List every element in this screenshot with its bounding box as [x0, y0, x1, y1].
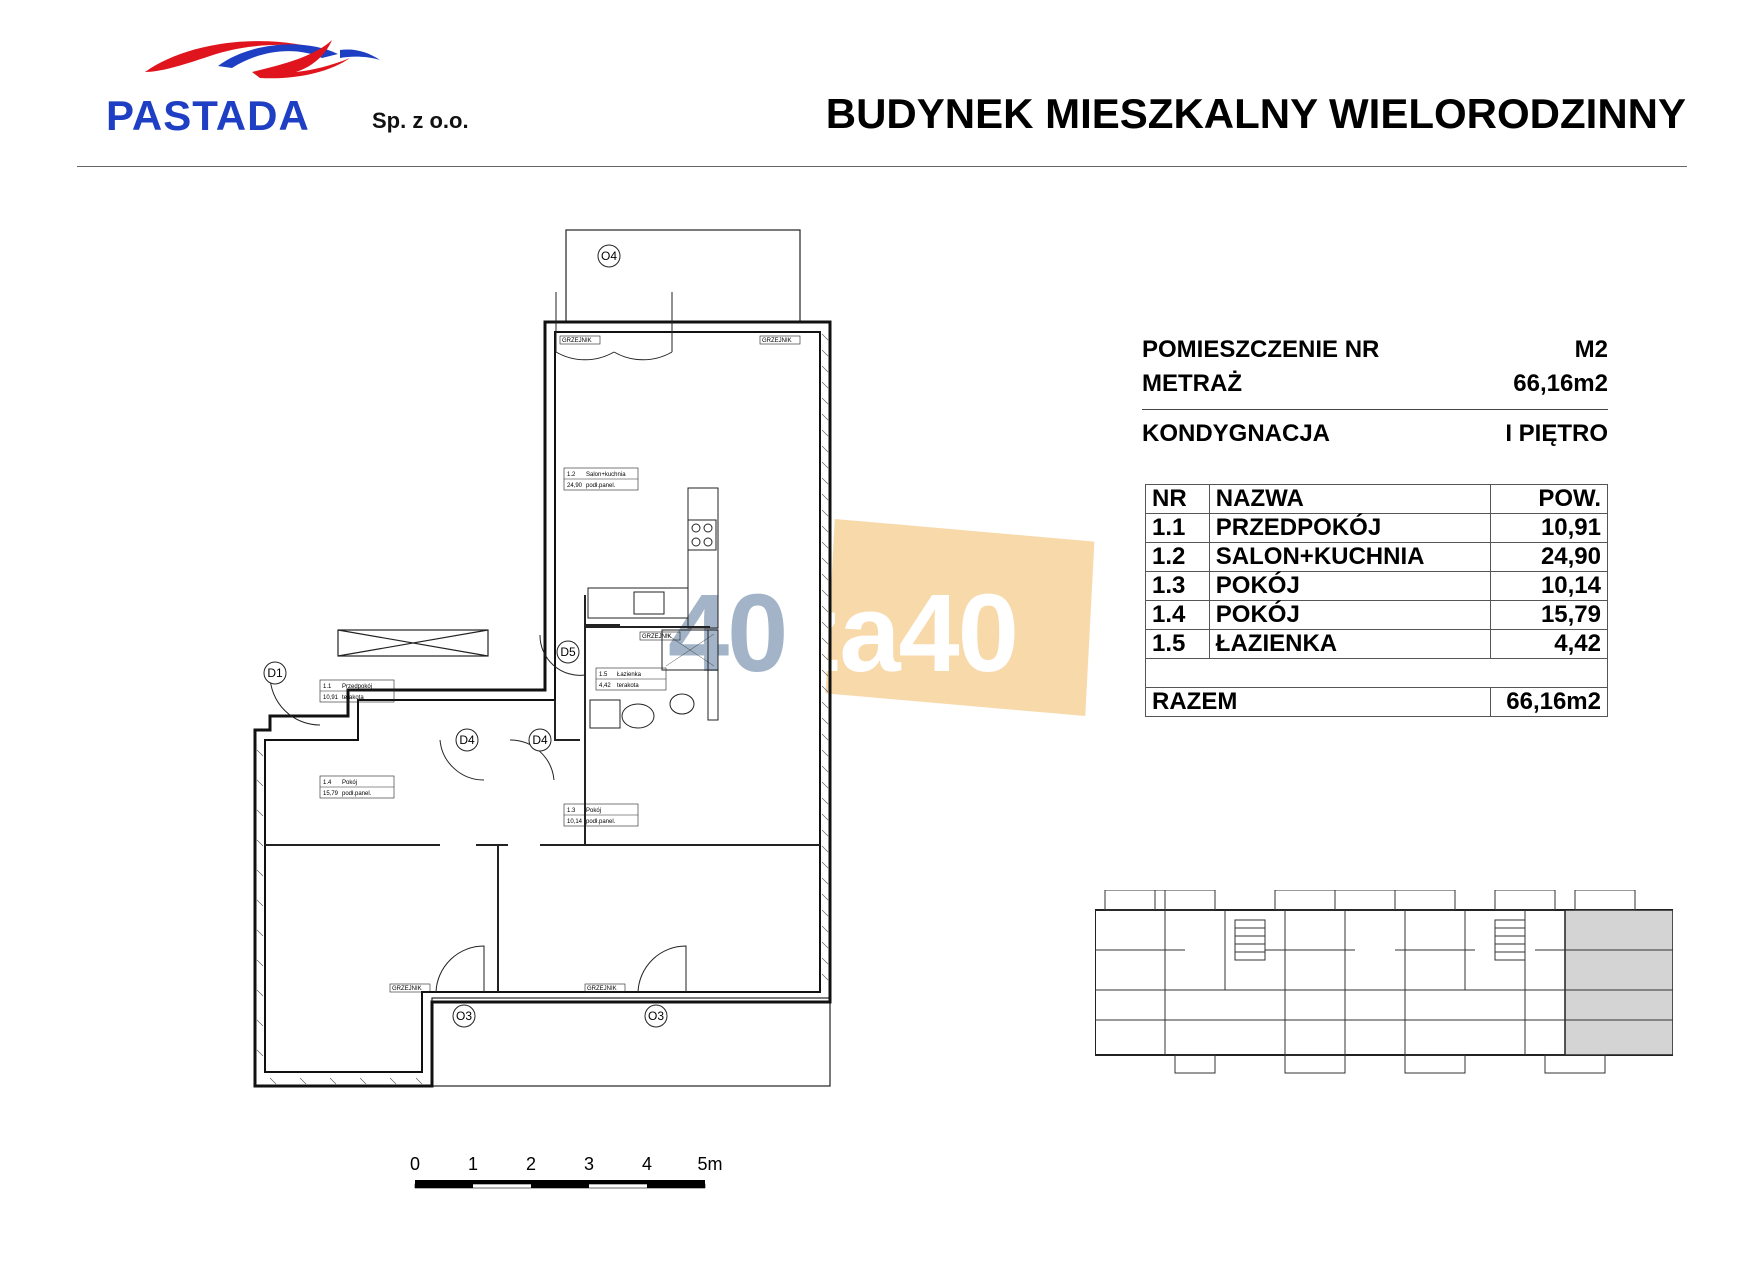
row-area: 10,14 — [1491, 572, 1608, 601]
info-divider — [1142, 409, 1608, 410]
room-nr: 1.5 — [599, 672, 608, 678]
table-row — [1146, 543, 1608, 572]
window-o3-label: O3 — [647, 1009, 665, 1024]
room-floor: terakota — [342, 695, 364, 701]
room-floor: terakota — [617, 683, 639, 689]
row-area: 4,42 — [1491, 630, 1608, 659]
room-labels — [320, 468, 666, 826]
room-number-value: M2 — [1574, 336, 1608, 363]
room-label-1-3 — [564, 804, 638, 826]
scale-tick-label: 1 — [467, 1154, 479, 1174]
table-row — [1146, 514, 1608, 543]
balcony-top — [566, 230, 800, 322]
room-name: Pokój — [342, 780, 358, 786]
area-label: METRAŻ — [1142, 370, 1242, 397]
company-name: PASTADA — [106, 92, 310, 139]
table-row — [1146, 601, 1608, 630]
window-o3-label: O3 — [455, 1009, 473, 1024]
room-area: 10,14 — [567, 819, 583, 825]
floor-plan — [240, 220, 860, 1100]
room-label-1-4 — [320, 776, 394, 798]
row-nr: 1.2 — [1146, 543, 1210, 572]
kitchen-counter — [588, 488, 718, 628]
room-floor: podł.panel. — [586, 819, 616, 825]
total-label: RAZEM — [1146, 688, 1491, 717]
row-name: POKÓJ — [1209, 572, 1490, 601]
row-area: 10,91 — [1491, 514, 1608, 543]
area-value: 66,16m2 — [1513, 370, 1608, 397]
table-total-row — [1146, 688, 1608, 717]
building-key-plan — [1095, 890, 1673, 1075]
table-row — [1146, 630, 1608, 659]
door-d5-label: D5 — [560, 645, 576, 660]
scale-tick-label: 5m — [697, 1154, 723, 1174]
room-area: 15,79 — [323, 791, 339, 797]
room-area: 4,42 — [599, 683, 611, 689]
company-suffix: Sp. z o.o. — [372, 108, 469, 133]
rooms-table — [1145, 484, 1608, 717]
scale-tick-label: 4 — [641, 1154, 653, 1174]
room-name: Łazienka — [617, 672, 642, 678]
row-name: PRZEDPOKÓJ — [1209, 514, 1490, 543]
room-floor: podł.panel. — [586, 483, 616, 489]
header-area: POW. — [1491, 485, 1608, 514]
radiator-label: GRZEJNIK — [392, 986, 422, 992]
balcony-bottom — [432, 998, 830, 1086]
header-name: NAZWA — [1209, 485, 1490, 514]
door-d1-label: D1 — [267, 666, 283, 681]
scale-tick-label: 3 — [583, 1154, 595, 1174]
window-o4-label: O4 — [600, 249, 618, 264]
row-nr: 1.5 — [1146, 630, 1210, 659]
room-area: 24,90 — [567, 483, 583, 489]
watermark-part-2: za40 — [786, 572, 1017, 695]
scale-tick-label: 2 — [525, 1154, 537, 1174]
row-nr: 1.4 — [1146, 601, 1210, 630]
room-name: Przedpokój — [342, 684, 373, 690]
door-d4-label: D4 — [459, 733, 475, 748]
radiator-label: GRZEJNIK — [642, 634, 672, 640]
total-value: 66,16m2 — [1491, 688, 1608, 717]
floor-label: KONDYGNACJA — [1142, 420, 1331, 447]
wall-hatch — [257, 334, 828, 1084]
table-spacer-row — [1146, 659, 1608, 688]
room-name: Pokój — [586, 808, 602, 814]
room-label-1-2 — [564, 468, 638, 490]
floor-value: I PIĘTRO — [1505, 420, 1608, 447]
room-name: Salon+kuchnia — [586, 472, 626, 478]
radiators — [390, 336, 800, 992]
room-label-1-1 — [320, 680, 394, 702]
room-area: 10,91 — [323, 695, 339, 701]
row-nr: 1.3 — [1146, 572, 1210, 601]
table-row — [1146, 572, 1608, 601]
row-name: ŁAZIENKA — [1209, 630, 1490, 659]
scale-tick-label: 0 — [409, 1154, 421, 1174]
row-name: SALON+KUCHNIA — [1209, 543, 1490, 572]
highlighted-unit — [1565, 910, 1673, 1055]
table-header-row — [1146, 485, 1608, 514]
document-title: BUDYNEK MIESZKALNY WIELORODZINNY — [825, 90, 1686, 137]
scale-bar — [405, 1150, 755, 1210]
row-nr: 1.1 — [1146, 514, 1210, 543]
radiator-label: GRZEJNIK — [587, 986, 617, 992]
spacer-cell — [1146, 659, 1608, 688]
radiator-label: GRZEJNIK — [762, 338, 792, 344]
room-number-label: POMIESZCZENIE NR — [1142, 336, 1380, 363]
header-divider — [77, 166, 1687, 167]
outer-walls — [255, 322, 830, 1086]
room-nr: 1.1 — [323, 684, 332, 690]
marker-circles — [264, 245, 667, 1027]
shaft-box — [338, 630, 488, 656]
room-label-1-5 — [596, 668, 666, 690]
door-swings — [270, 292, 686, 992]
row-area: 15,79 — [1491, 601, 1608, 630]
room-nr: 1.4 — [323, 780, 332, 786]
room-nr: 1.3 — [567, 808, 576, 814]
watermark-part-1: 40 — [668, 572, 787, 695]
radiator-label: GRZEJNIK — [562, 338, 592, 344]
door-d4-label: D4 — [532, 733, 548, 748]
row-area: 24,90 — [1491, 543, 1608, 572]
room-floor: podł.panel. — [342, 791, 372, 797]
room-nr: 1.2 — [567, 472, 576, 478]
row-name: POKÓJ — [1209, 601, 1490, 630]
header-nr: NR — [1146, 485, 1210, 514]
